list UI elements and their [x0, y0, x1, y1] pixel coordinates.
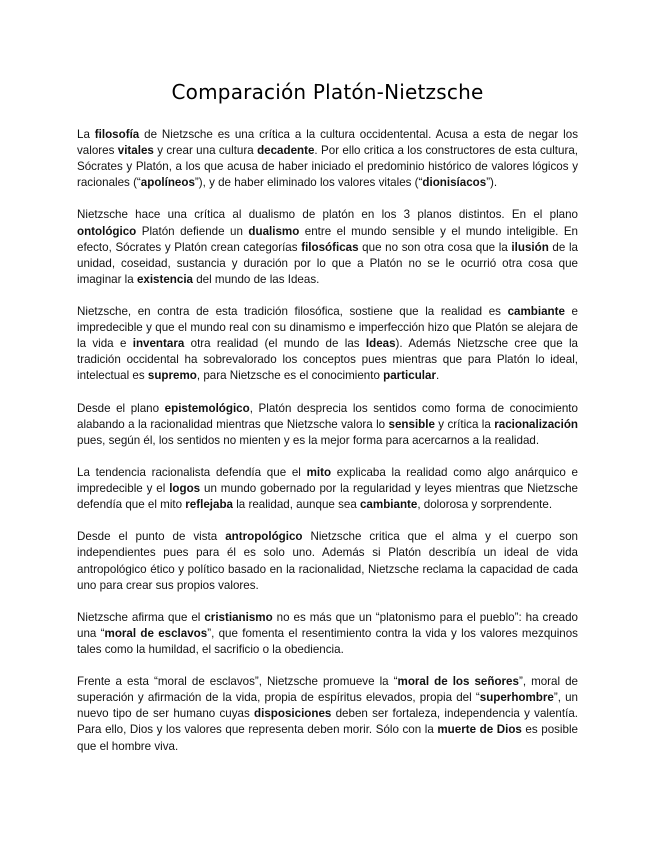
body-paragraph	[77, 465, 578, 513]
bold-term: disposiciones	[254, 707, 332, 721]
bold-term: decadente	[257, 144, 315, 158]
document-body	[77, 127, 578, 771]
bold-term: ilusión	[511, 240, 549, 254]
text-run: la realidad, aunque sea	[233, 498, 360, 512]
text-run: deben ser fortaleza, independencia y valentía. Para ello, Dios y los valores que representa deben morir. Sólo con la	[77, 707, 578, 737]
text-run: , Platón desprecia los sentidos como forma de conocimiento alabando a la racionalidad mientras que Nietzsche valora lo	[77, 401, 578, 431]
bold-term: inventara	[132, 337, 185, 351]
bold-term: antropológico	[225, 530, 303, 544]
bold-term: moral de esclavos	[104, 626, 208, 640]
body-paragraph	[77, 610, 578, 658]
bold-term: supremo	[147, 369, 197, 383]
text-run: y crear una cultura	[153, 144, 258, 158]
text-run: La tendencia racionalista defendía que el	[77, 465, 307, 479]
bold-term: cambiante	[359, 498, 418, 512]
text-run: ”, un nuevo tipo de ser humano cuyas	[77, 691, 579, 721]
text-run: Nietzsche hace una crítica al dualismo de platón en los 3 planos distintos. En el plano	[77, 208, 578, 222]
bold-term: dionisíacos	[422, 176, 487, 190]
text-run: Nietzsche afirma que el	[77, 610, 205, 624]
text-run: Nietzsche, en contra de esta tradición filosófica, sostiene que la realidad es	[77, 305, 508, 319]
text-run: Nietzsche critica que el alma y el cuerpo son independientes pues para él es solo uno. Además si Platón describía un ideal de vida antropológico ético y político basado en la racionalidad, Nietzsche reclama la capacidad de cada uno para crear sus propios valores.	[77, 530, 578, 592]
bold-term: apolíneos	[140, 176, 195, 190]
bold-term: cristianismo	[204, 610, 273, 624]
text-run: de la unidad, coseidad, sustancia y duración por lo que a Platón no se le ocurrió otra cosa que imaginar la	[77, 240, 578, 286]
bold-term: reflejaba	[185, 498, 233, 512]
text-run: ”), y de haber eliminado los valores vitales (“	[194, 176, 423, 190]
text-run: de Nietzsche es una crítica a la cultura occidentental. Acusa a esta de negar los valores	[77, 128, 578, 158]
text-run: ). Además Nietzsche cree que la tradición occidental ha sobrevalorado los conceptos pues mientras que para Platón lo ideal, intelectual es	[77, 337, 578, 383]
text-run: un mundo gobernado por la regularidad y leyes mientras que Nietzsche defendía que el mito	[77, 482, 578, 512]
bold-term: Ideas	[365, 337, 396, 351]
text-run: explicaba la realidad como algo anárquico e impredecible y el	[77, 465, 578, 496]
text-run: Desde el plano	[77, 401, 165, 415]
text-run: La	[77, 128, 95, 141]
text-run: Platón defiende un	[136, 224, 249, 238]
bold-term: vitales	[117, 144, 154, 158]
text-run: es posible que el hombre viva.	[77, 723, 578, 753]
text-run: que no son otra cosa que la	[358, 240, 512, 254]
bold-term: superhombre	[479, 691, 554, 705]
text-run: entre el mundo sensible y el mundo inteligible. En efecto, Sócrates y Platón crean categorías	[77, 224, 579, 254]
bold-term: filosofía	[94, 128, 140, 141]
body-paragraph	[77, 529, 578, 593]
text-run: ”, moral de superación y afirmación de la vida, propia de espíritus elevados, propia del “	[77, 675, 578, 705]
text-run: , dolorosa y sorprendente.	[417, 498, 553, 512]
bold-term: dualismo	[248, 224, 300, 238]
text-run: y crítica la	[434, 417, 495, 431]
text-run: e impredecible y que el mundo real con su dinamismo e imperfección hizo que Platón se alejara de la vida e	[77, 305, 578, 351]
text-run: .	[435, 369, 440, 383]
bold-term: racionalización	[494, 417, 578, 431]
bold-term: cambiante	[507, 305, 565, 319]
bold-term: particular	[383, 369, 436, 383]
body-paragraph	[77, 674, 578, 754]
bold-term: sensible	[388, 417, 435, 431]
bold-term: mito	[306, 465, 332, 479]
text-run: otra realidad (el mundo de las	[184, 337, 366, 351]
text-run: pues, según él, los sentidos no mienten y es la mejor forma para acercarnos a la realidad.	[77, 433, 540, 447]
text-run: . Por ello critica a los constructores de esta cultura, Sócrates y Platón, a los que acusa de haber iniciado el predominio histórico de valores lógicos y racionales (“	[77, 144, 578, 190]
bold-term: epistemológico	[164, 401, 250, 415]
bold-term: muerte de Dios	[437, 723, 522, 737]
body-paragraph	[77, 207, 578, 287]
text-run: Frente a esta “moral de esclavos”, Nietzsche promueve la “	[77, 675, 398, 689]
body-paragraph	[77, 127, 578, 191]
body-paragraph	[77, 304, 578, 384]
body-paragraph	[77, 401, 578, 449]
text-run: ”, que fomenta el resentimiento contra la vida y los valores mezquinos tales como la humildad, el sacrificio o la obediencia.	[77, 626, 578, 656]
bold-term: existencia	[136, 272, 194, 286]
text-run: no es más que un “platonismo para el pueblo”: ha creado una “	[77, 610, 578, 640]
document-title: Comparación Platón-Nietzsche	[171, 80, 484, 104]
bold-term: filosóficas	[301, 240, 359, 254]
text-run: ”).	[486, 176, 498, 190]
bold-term: logos	[169, 482, 201, 496]
text-run: Desde el punto de vista	[77, 530, 226, 544]
text-run: , para Nietzsche es el conocimiento	[196, 369, 384, 383]
bold-term: ontológico	[77, 224, 137, 238]
bold-term: moral de los señores	[397, 675, 519, 689]
text-run: del mundo de las Ideas.	[193, 272, 320, 286]
